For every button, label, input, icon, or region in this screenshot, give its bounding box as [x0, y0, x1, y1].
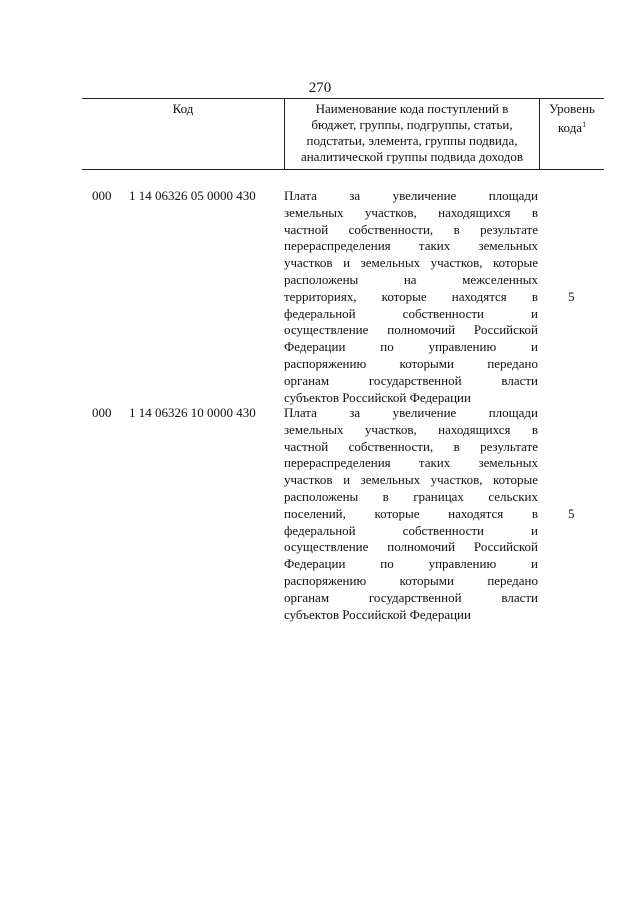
desc-line: субъектов Российской Федерации: [284, 606, 471, 622]
desc-line: перераспределения таких земельных: [284, 455, 538, 471]
row-level: 5: [568, 506, 575, 521]
desc-line: перераспределения таких земельных: [284, 238, 538, 254]
desc-line: частной собственности, в результате: [284, 221, 538, 237]
desc-line: Федерации по управлению и: [284, 556, 538, 572]
footnote-marker: 1: [582, 120, 587, 129]
header-level-word: кода: [557, 120, 583, 135]
desc-line: распоряжению которыми передано: [284, 572, 538, 588]
row-code: 1 14 06326 10 0000 430: [129, 405, 256, 420]
desc-line: поселений, которые находятся в: [284, 505, 538, 521]
desc-line: территориях, которые находятся в: [284, 288, 538, 304]
desc-line: Плата за увеличение площади: [284, 188, 538, 203]
header-code: Код: [82, 99, 285, 170]
desc-line: расположены на межселенных: [284, 271, 538, 287]
desc-line: Федерации по управлению и: [284, 339, 538, 355]
desc-line: органам государственной власти: [284, 589, 538, 605]
header-level-line: [543, 117, 601, 136]
desc-line: осуществление полномочий Российской: [284, 539, 538, 555]
row-prefix: 000: [92, 405, 112, 420]
header-name-line: аналитической группы подвида доходов: [300, 149, 524, 164]
desc-line: распоряжению которыми передано: [284, 355, 538, 371]
desc-line: земельных участков, находящихся в: [284, 421, 538, 437]
desc-line: Плата за увеличение площади: [284, 405, 538, 420]
desc-line: осуществление полномочий Российской: [284, 322, 538, 338]
desc-line: органам государственной власти: [284, 372, 538, 388]
header-name-line: бюджет, группы, подгруппы, статьи,: [311, 117, 513, 132]
row-prefix: 000: [92, 188, 112, 203]
desc-line: участков и земельных участков, которые: [284, 472, 538, 488]
desc-line: расположены в границах сельских: [284, 488, 538, 504]
page-number: 270: [308, 80, 332, 96]
header-name-line: Наименование кода поступлений в: [315, 101, 509, 116]
row-code: 1 14 06326 05 0000 430: [129, 188, 256, 203]
row-level: 5: [568, 289, 575, 304]
header-level: [540, 99, 605, 170]
desc-line: земельных участков, находящихся в: [284, 204, 538, 220]
desc-line: федеральной собственности и: [284, 305, 538, 321]
header-name: [285, 99, 540, 170]
header-level-line: Уровень: [549, 101, 595, 116]
row-description: [284, 188, 538, 406]
desc-line: субъектов Российской Федерации: [284, 389, 471, 405]
table-header: [82, 98, 604, 170]
desc-line: частной собственности, в результате: [284, 438, 538, 454]
desc-line: федеральной собственности и: [284, 522, 538, 538]
row-description: [284, 405, 538, 623]
desc-line: участков и земельных участков, которые: [284, 255, 538, 271]
header-name-line: подстатьи, элемента, группы подвида,: [306, 133, 518, 148]
